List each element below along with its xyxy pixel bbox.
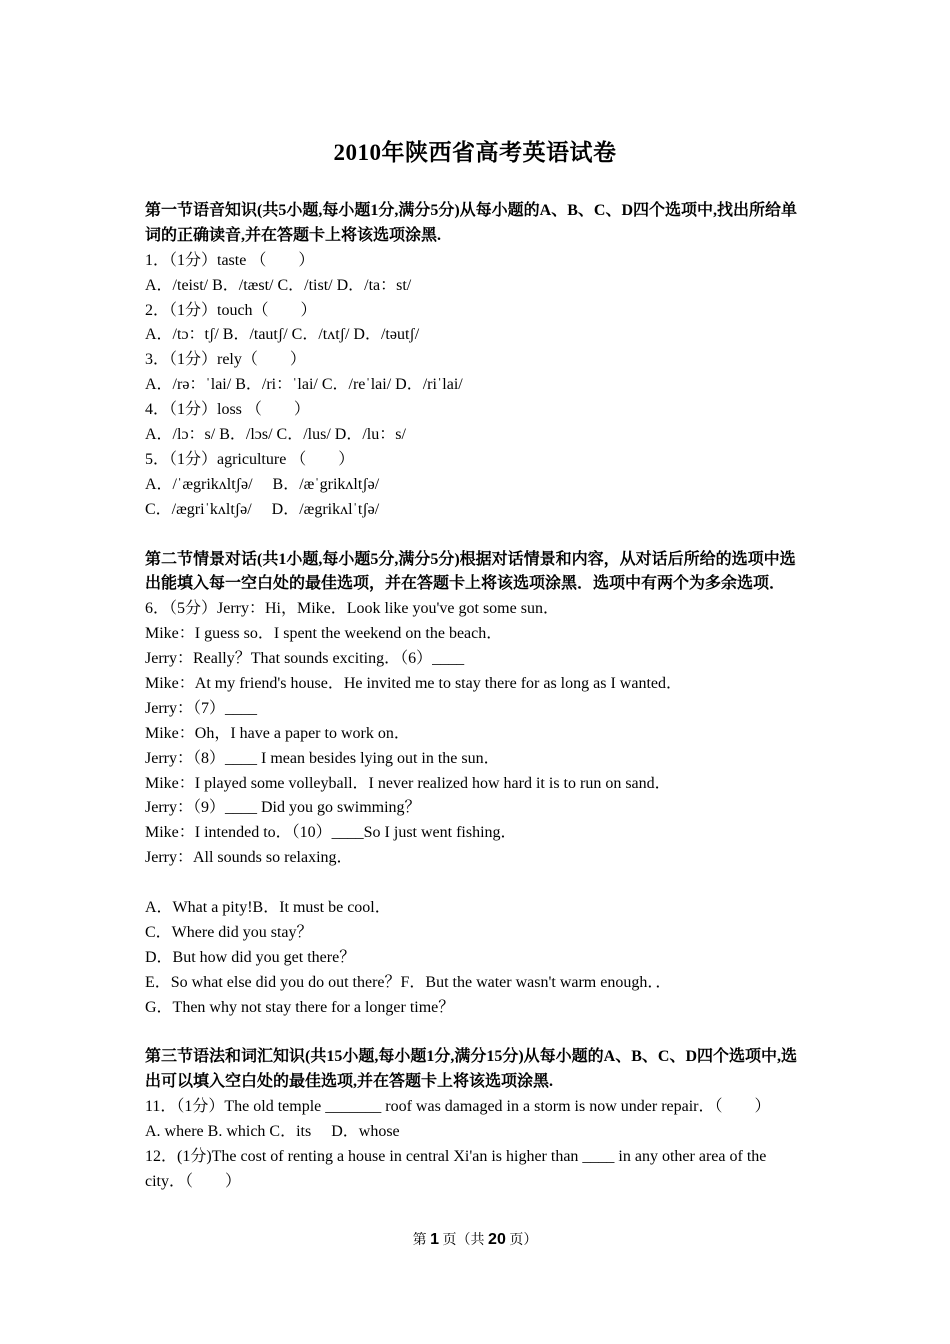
options-line: C．/ægriˈkʌltʃə/ D．/ægrikʌlˈtʃə/ [145, 500, 380, 518]
exam-content [145, 199, 810, 1195]
question-line: 1．（1分）taste （ ） [145, 251, 315, 269]
current-page-number: 1 [430, 1231, 440, 1248]
dialogue-line: Jerry：All sounds so relaxing． [145, 849, 353, 867]
dialogue-line: Mike：At my friend's house．He invited me to stay there for as long as I wanted． [145, 674, 682, 692]
options-line: A．/teist/ B．/tæst/ C．/tist/ D．/ta：st/ [145, 276, 412, 294]
spacer [145, 871, 810, 896]
dialogue-line: 6．（5分）Jerry：Hi，Mike．Look like you've got some sun． [145, 600, 559, 618]
dialogue-line: Mike：I played some volleyball．I never realized how hard it is to run on sand． [145, 774, 671, 792]
dialogue-line: Mike：Oh，I have a paper to work on． [145, 724, 410, 742]
footer-middle: 页（共 [442, 1233, 485, 1248]
option-line: D．But how did you get there？ [145, 948, 356, 966]
question-line: 2．（1分）touch（ ） [145, 301, 317, 319]
total-pages-number: 20 [488, 1231, 506, 1248]
dialogue-line: Jerry：（9）____ Did you go swimming？ [145, 799, 421, 817]
question-line: 11．（1分）The old temple _______ roof was damaged in a storm is now under repair．（ ） [145, 1098, 771, 1116]
dialogue-line: Mike：I intended to．（10）____So I just went fishing． [145, 824, 517, 842]
question-12: 12．(1分)The cost of renting a house in central Xi'an is higher than ____ in any other area of the city．（ ） [145, 1147, 767, 1190]
section3-heading: 第三节语法和词汇知识(共15小题,每小题1分,满分15分)从每小题的A、B、C、D四个选项中,选出可以填入空白处的最佳选项,并在答题卡上将该选项涂黑. [145, 1048, 797, 1091]
page-footer [0, 1229, 950, 1249]
options-line: A．/tɔ：tʃ/ B．/tautʃ/ C．/tʌtʃ/ D．/təutʃ/ [145, 326, 420, 344]
footer-prefix: 第 [412, 1233, 427, 1248]
option-line: A．What a pity!B．It must be cool． [145, 899, 391, 916]
page-title: 2010年陕西省高考英语试卷 [333, 140, 617, 165]
footer-suffix: 页） [509, 1233, 538, 1248]
option-line: C．Where did you stay？ [145, 923, 313, 941]
dialogue-line: Jerry：（7）____ [145, 699, 257, 717]
options-line: A．/lɔ：s/ B．/lɔs/ C．/lus/ D．/lu：s/ [145, 426, 406, 444]
dialogue-line: Jerry：（8）____ I mean besides lying out in the sun． [145, 749, 500, 767]
question-line: 3．（1分）rely（ ） [145, 351, 306, 369]
options-line: A．/ˈægrikʌltʃə/ B．/æˈgrikʌltʃə/ [145, 475, 380, 493]
dialogue-line: Jerry：Really？That sounds exciting．（6）____ [145, 650, 465, 668]
options-line: A. where B. which C．its D．whose [145, 1123, 400, 1141]
options-line: A．/rə：ˈlai/ B．/ri：ˈlai/ C．/reˈlai/ D．/riˈlai/ [145, 376, 463, 394]
dialogue-line: Mike：I guess so．I spent the weekend on the beach． [145, 625, 503, 643]
section2-heading: 第二节情景对话(共1小题,每小题5分,满分5分)根据对话情景和内容，从对话后所给的选项中选出能填入每一空白处的最佳选项，并在答题卡上将该选项涂黑．选项中有两个为多余选项． [145, 550, 796, 593]
option-line: E．So what else did you do out there？F．But the water wasn't warm enough．． [145, 973, 672, 991]
section1-heading: 第一节语音知识(共5小题,每小题1分,满分5分)从每小题的A、B、C、D四个选项中,找出所给单词的正确读音,并在答题卡上将该选项涂黑. [145, 202, 797, 244]
question-line: 4．（1分）loss （ ） [145, 401, 310, 419]
question-line: 5．（1分）agriculture （ ） [145, 450, 355, 468]
spacer [145, 523, 810, 548]
spacer [145, 1020, 810, 1045]
option-line: G．Then why not stay there for a longer time？ [145, 998, 455, 1016]
